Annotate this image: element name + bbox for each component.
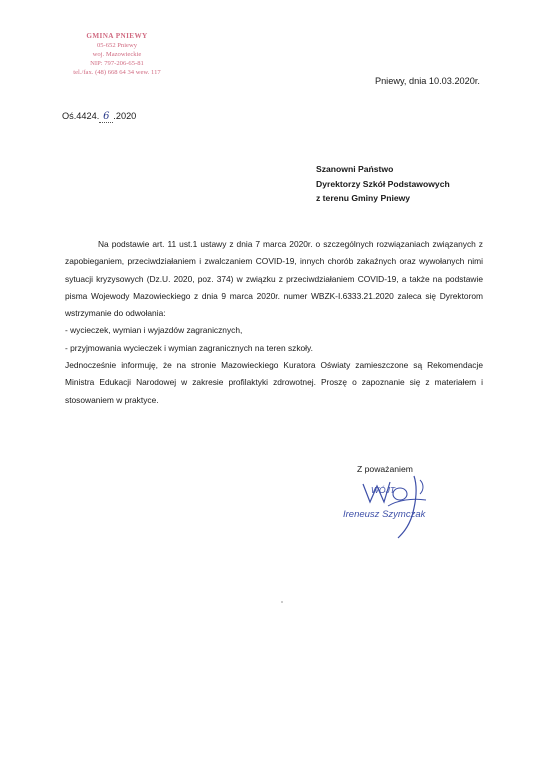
- addressee-block: [316, 162, 450, 206]
- addressee-line: Szanowni Państwo: [316, 164, 394, 174]
- stamp-line-address: 05-652 Pniewy: [96, 42, 138, 49]
- stamp-line-phone: tel./fax. (48) 668 64 34 wew. 117: [73, 69, 161, 76]
- closing-greeting: Z poważaniem: [357, 464, 413, 474]
- body-list-item: - przyjmowania wycieczek i wymian zagranicznych na teren szkoły.: [65, 342, 313, 353]
- stamp-line-name: GMINA PNIEWY: [86, 32, 148, 40]
- body-list-item: - wycieczek, wymian i wyjazdów zagranicznych,: [65, 325, 243, 336]
- office-stamp: [62, 32, 172, 77]
- signature-name: Ireneusz Szymczak: [343, 509, 426, 520]
- scan-speck: [281, 601, 283, 603]
- reference-number: [62, 111, 136, 123]
- addressee-line: Dyrektorzy Szkół Podstawowych: [316, 178, 450, 189]
- handwritten-signature: [328, 472, 458, 542]
- signature-role: WÓJT: [371, 485, 396, 495]
- ref-handwritten-number: 6: [99, 111, 113, 123]
- stamp-line-nip: NIP: 797-206-65-81: [90, 60, 144, 67]
- stamp-line-region: woj. Mazowieckie: [92, 51, 142, 58]
- letter-body: [65, 236, 483, 409]
- body-paragraph-2: Jednocześnie informuję, że na stronie Mazowieckiego Kuratora Oświaty zamieszczone są Rekomendacje Ministra Edukacji Narodowej w zakresie profilaktyki zdrowotnej. Proszę o zapoznanie się z materiałem i stosowaniem w praktyce.: [65, 360, 483, 405]
- addressee-line: z terenu Gminy Pniewy: [316, 193, 411, 203]
- ref-suffix: .2020: [113, 111, 137, 121]
- ref-prefix: Oś.4424.: [62, 111, 100, 121]
- letter-date: Pniewy, dnia 10.03.2020r.: [374, 76, 480, 86]
- body-paragraph-1: Na podstawie art. 11 ust.1 ustawy z dnia 7 marca 2020r. o szczególnych rozwiązaniach związanych z zapobieganiem, przeciwdziałaniem i zwalczaniem COVID-19, innych chorób zakaźnych oraz wywołanych nimi sytuacji kryzysowych (Dz.U. 2020, poz. 374) w związku z przeciwdziałaniem COVID-19, a także na podstawie pisma Wojewody Mazowieckiego z dnia 9 marca 2020r. numer WBZK-I.6333.21.2020 zaleca się Dyrektorom wstrzymanie do odwołania:: [65, 239, 483, 319]
